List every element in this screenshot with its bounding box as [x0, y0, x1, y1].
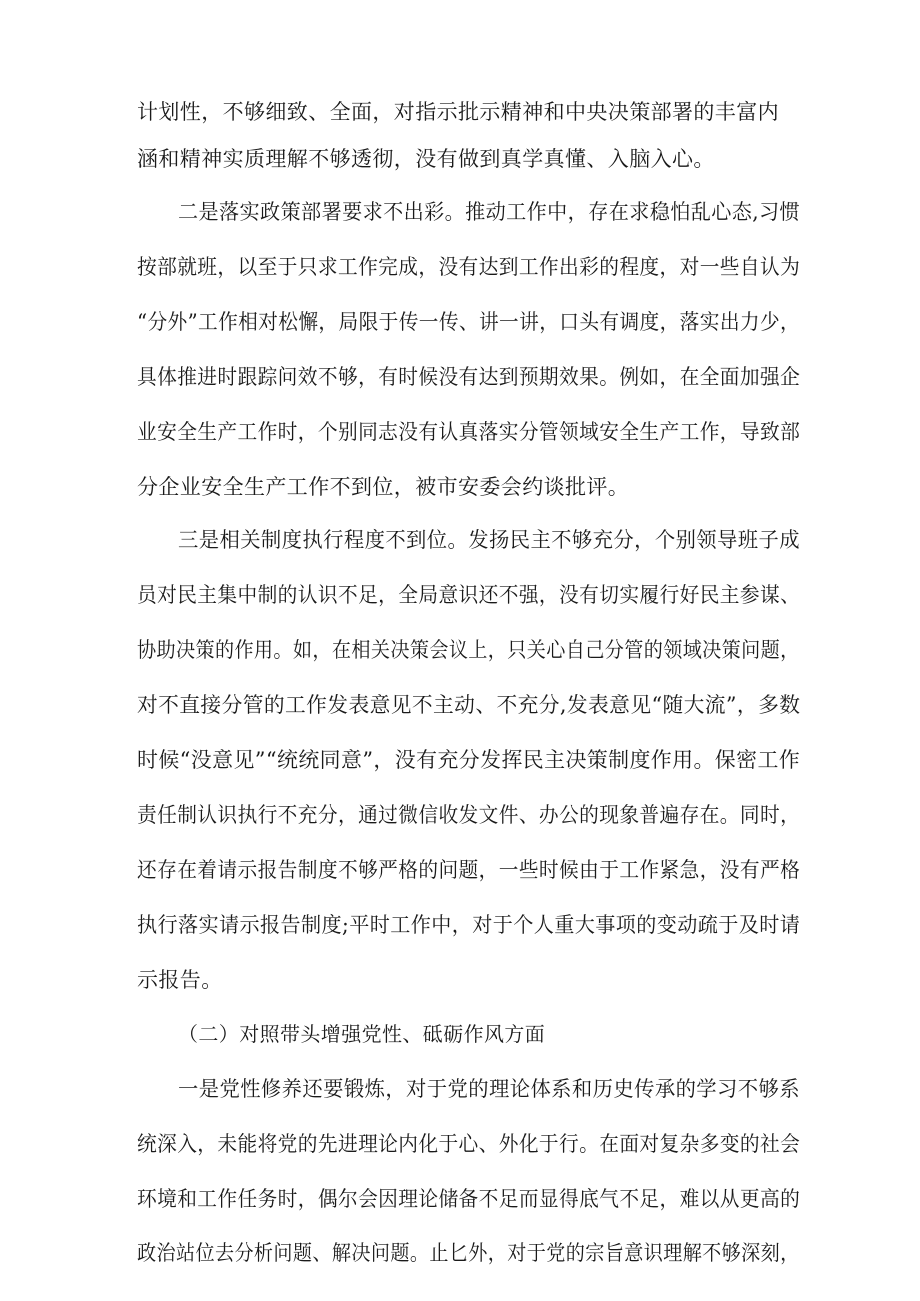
text-line: 三是相关制度执行程度不到位。发扬民主不够充分，个别领导班子成 — [178, 528, 800, 552]
text-line: 统深入，未能将党的先进理论内化于心、外化于行。在面对复杂多变的社会 — [137, 1132, 801, 1156]
text-line: 一是党性修养还要锻炼，对于党的理论体系和历史传承的学习不够系 — [178, 1077, 800, 1101]
text-line: 员对民主集中制的认识不足，全局意识还不强，没有切实履行好民主参谋、 — [137, 583, 801, 607]
text-line: “分外”工作相对松懈，局限于传一传、讲一讲，口头有调度，落实出力少， — [137, 310, 801, 334]
text-line: 环境和工作任务时，偶尔会因理论储备不足而显得底气不足，难以从更高的 — [137, 1187, 801, 1211]
text-line: 还存在着请示报告制度不够严格的问题，一些时候由于工作紧急，没有严格 — [137, 858, 801, 882]
text-line: 对不直接分管的工作发表意见不主动、不充分,发表意见“随大流”，多数 — [137, 693, 801, 717]
text-line: 按部就班，以至于只求工作完成，没有达到工作出彩的程度，对一些自认为 — [137, 255, 801, 279]
text-line: 具体推进时跟踪问效不够，有时候没有达到预期效果。例如，在全面加强企 — [137, 365, 801, 389]
text-line: 二是落实政策部署要求不出彩。推动工作中，存在求稳怕乱心态,习惯 — [178, 200, 801, 224]
text-line: 计划性，不够细致、全面，对指示批示精神和中央决策部署的丰富内 — [137, 100, 779, 124]
text-line: 责任制认识执行不充分，通过微信收发文件、办公的现象普遍存在。同时， — [137, 803, 801, 827]
text-line: 分企业安全生产工作不到位，被市安委会约谈批评。 — [137, 475, 630, 499]
text-line: 协助决策的作用。如，在相关决策会议上，只关心自己分管的领域决策问题， — [137, 638, 800, 662]
text-line: 执行落实请示报告制度;平时工作中，对于个人重大事项的变动疏于及时请 — [137, 913, 801, 937]
text-line: 政治站位去分析问题、解决问题。止匕外，对于党的宗旨意识理解不够深刻， — [137, 1241, 800, 1265]
section-heading: （二）对照带头增强党性、砥砺作风方面 — [178, 1022, 546, 1046]
text-line: 涵和精神实质理解不够透彻，没有做到真学真懂、入脑入心。 — [137, 147, 715, 171]
text-line: 示报告。 — [137, 968, 223, 992]
text-line: 时候“没意见”“统统同意”，没有充分发挥民主决策制度作用。保密工作 — [137, 748, 801, 772]
text-line: 业安全生产工作时，个别同志没有认真落实分管领域安全生产工作，导致部 — [137, 420, 801, 444]
